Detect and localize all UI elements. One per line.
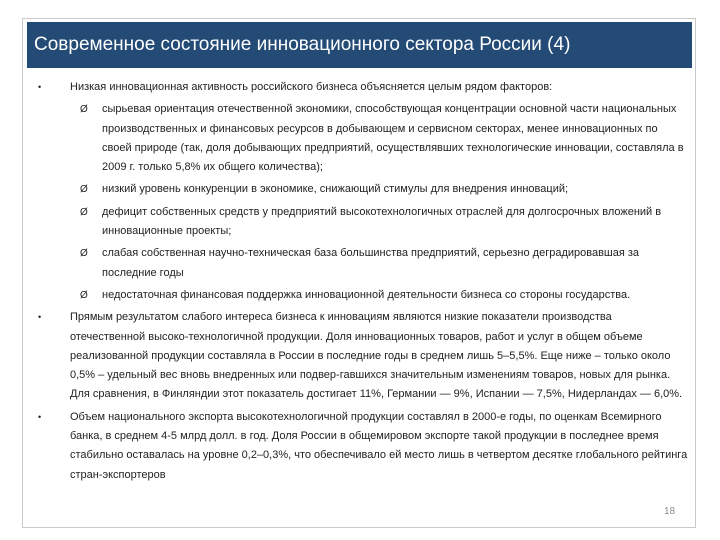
bullet-item <box>38 308 688 404</box>
bullet-text: Прямым результатом слабого интереса бизнеса к инновациям являются низкие показатели производства отечественной высоко-технологичной продукции. Доля инновационных товаров, работ и услуг в общем объеме реализованной продукции составляла в России в последние годы в среднем лишь 5–5,5%. Еще ниже – только около 0,5% – удельный вес вновь внедренных или подвер-гавшихся значительным изменениям товаров, новых для рынка. Для сравнения, в Финляндии этот показатель достигает 11%, Германии — 9%, Испании — 7,5%, Нидерландах — 6,0%. <box>70 311 683 401</box>
sub-bullet-item <box>38 244 688 283</box>
bullet-text: Низкая инновационная активность российского бизнеса объясняется целым рядом факторов: <box>70 81 553 93</box>
arrow-bullet-icon: Ø <box>80 184 88 196</box>
sub-bullet-item <box>38 100 688 177</box>
bullet-text: Объем национального экспорта высокотехнологичной продукции составлял в 2000-е годы, по оценкам Всемирного банка, в среднем 4-5 млрд долл. в год. Доля России в общемировом экспорте такой продукции в последнее время стабильно оставалась на уровне 0,2–0,3%, что обеспечивало ей место лишь в четвертом десятке глобального рейтинга стран-экспортеров <box>70 410 688 481</box>
bullet-icon: • <box>38 312 42 323</box>
bullet-item <box>38 78 688 97</box>
slide-content <box>38 78 688 485</box>
arrow-bullet-icon: Ø <box>80 248 88 260</box>
sub-bullet-text: недостаточная финансовая поддержка инновационной деятельности бизнеса со стороны государства. <box>102 288 631 301</box>
sub-bullet-text: низкий уровень конкуренции в экономике, снижающий стимулы для внедрения инноваций; <box>102 183 569 196</box>
bullet-icon: • <box>38 411 42 422</box>
bullet-icon: • <box>38 82 42 92</box>
slide-title: Современное состояние инновационного сектора России (4) <box>34 34 571 55</box>
arrow-bullet-icon: Ø <box>80 104 88 116</box>
arrow-bullet-icon: Ø <box>80 206 88 218</box>
arrow-bullet-icon: Ø <box>80 289 88 301</box>
page-number: 18 <box>664 506 676 517</box>
sub-bullet-text: дефицит собственных средств у предприятий высокотехнологичных отраслей для долгосрочных вложений в инновационные проекты; <box>102 205 662 238</box>
sub-bullet-text: слабая собственная научно-техническая база большинства предприятий, серьезно деградировавшая за последние годы <box>102 247 640 279</box>
sub-bullet-item <box>38 286 688 305</box>
sub-bullet-item <box>38 180 688 199</box>
sub-bullet-text: сырьевая ориентация отечественной экономики, способствующая концентрации основной части национальных производственных и финансовых ресурсов в добывающем и сервисном секторах, менее инновационных по своей природе (так, доля добывающих предприятий, осуществлявших технологические инновации, составляла в 2009 г. только 5,8% их общего количества); <box>102 103 684 174</box>
bullet-item <box>38 408 688 485</box>
sub-bullet-item <box>38 203 688 242</box>
